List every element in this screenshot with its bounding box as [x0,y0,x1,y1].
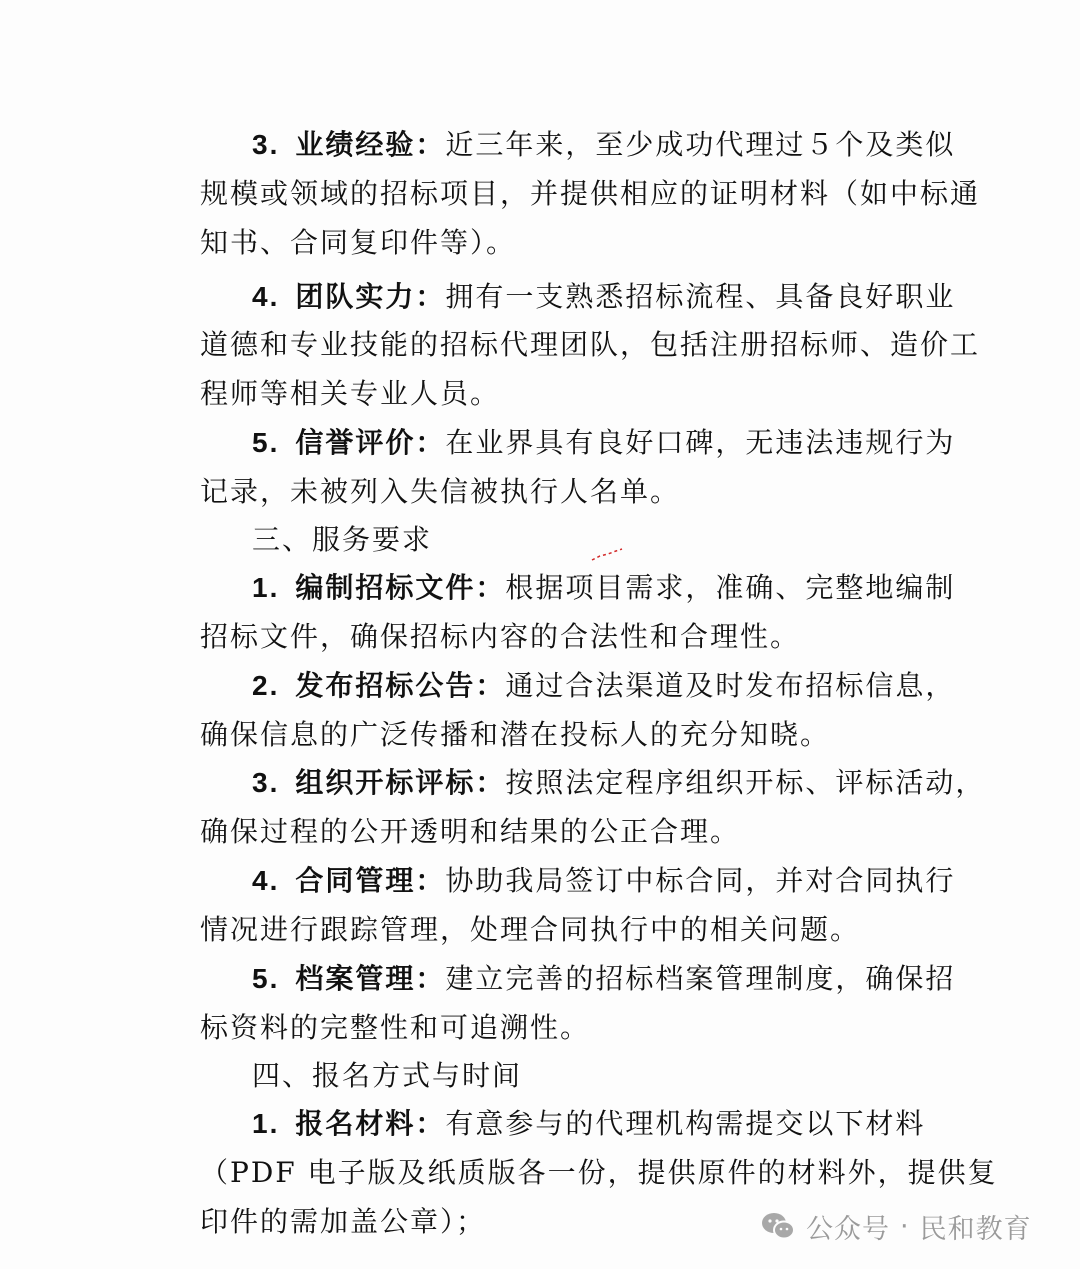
stamp-mark-icon [590,548,624,562]
service-item-contract-line-2: 情况进行跟踪管理，处理合同执行中的相关问题。 [200,913,861,946]
item-lead: 组织开标评标： [295,766,506,799]
item-text: 根据项目需求，准确、完整地编制 [505,571,956,604]
registration-item-materials-line-1 [252,1107,925,1141]
item-lead: 发布招标公告： [295,669,506,702]
item-number: 4. [252,281,280,312]
service-item-archive-line-2: 标资料的完整性和可追溯性。 [200,1011,591,1044]
item-lead: 编制招标文件： [295,571,506,604]
service-item-prepare-line-1 [252,571,955,605]
item-number: 3. [252,767,280,798]
item-text: 协助我局签订中标合同，并对合同执行 [445,864,956,897]
service-item-publish-line-2: 确保信息的广泛传播和潜在投标人的充分知晓。 [200,718,831,751]
service-item-contract-line-1 [252,864,955,898]
service-item-bidding-line-1 [252,766,985,800]
item-text: 建立完善的招标档案管理制度，确保招 [445,962,956,995]
item-lead: 信誉评价： [295,426,446,459]
section-heading-registration: 四、报名方式与时间 [252,1059,523,1092]
item-team-line-3: 程师等相关专业人员。 [200,377,501,410]
item-text: 拥有一支熟悉招标流程、具备良好职业 [445,280,956,313]
registration-item-materials-line-3: 印件的需加盖公章）； [200,1205,487,1238]
watermark-account: 民和教育 [919,1213,1032,1245]
item-text: 近三年来，至少成功代理过５个及类似 [445,128,956,161]
item-lead: 报名材料： [295,1107,446,1140]
item-lead: 档案管理： [295,962,446,995]
item-reputation-line-2: 记录，未被列入失信被执行人名单。 [200,475,681,508]
watermark-prefix: 公众号 [806,1213,890,1245]
item-text: 在业界具有良好口碑，无违法违规行为 [445,426,956,459]
wechat-icon [760,1211,796,1241]
item-number: 3. [252,129,280,160]
item-performance-line-1 [252,128,955,162]
watermark-separator: · [900,1210,910,1242]
item-performance-line-3: 知书、合同复印件等）。 [200,226,517,259]
item-number: 5. [252,427,280,458]
wechat-watermark [760,1208,1032,1244]
item-lead: 业绩经验： [295,128,446,161]
item-performance-line-2: 规模或领域的招标项目，并提供相应的证明材料（如中标通 [200,177,981,210]
item-team-line-2: 道德和专业技能的招标代理团队，包括注册招标师、造价工 [200,328,981,361]
item-text: 按照法定程序组织开标、评标活动， [505,766,986,799]
item-number: 1. [252,572,280,603]
item-text: 通过合法渠道及时发布招标信息， [505,669,956,702]
item-lead: 团队实力： [295,280,446,313]
section-heading-service: 三、服务要求 [252,523,433,556]
item-team-line-1 [252,280,955,314]
registration-item-materials-line-2: （PDF 电子版及纸质版各一份，提供原件的材料外，提供复 [200,1156,998,1189]
item-text: 有意参与的代理机构需提交以下材料 [445,1107,926,1140]
service-item-prepare-line-2: 招标文件，确保招标内容的合法性和合理性。 [200,620,801,653]
item-reputation-line-1 [252,426,955,460]
item-number: 2. [252,670,280,701]
item-number: 1. [252,1108,280,1139]
service-item-publish-line-1 [252,669,955,703]
item-number: 5. [252,963,280,994]
service-item-archive-line-1 [252,962,955,996]
item-number: 4. [252,865,280,896]
item-lead: 合同管理： [295,864,446,897]
service-item-bidding-line-2: 确保过程的公开透明和结果的公正合理。 [200,815,741,848]
